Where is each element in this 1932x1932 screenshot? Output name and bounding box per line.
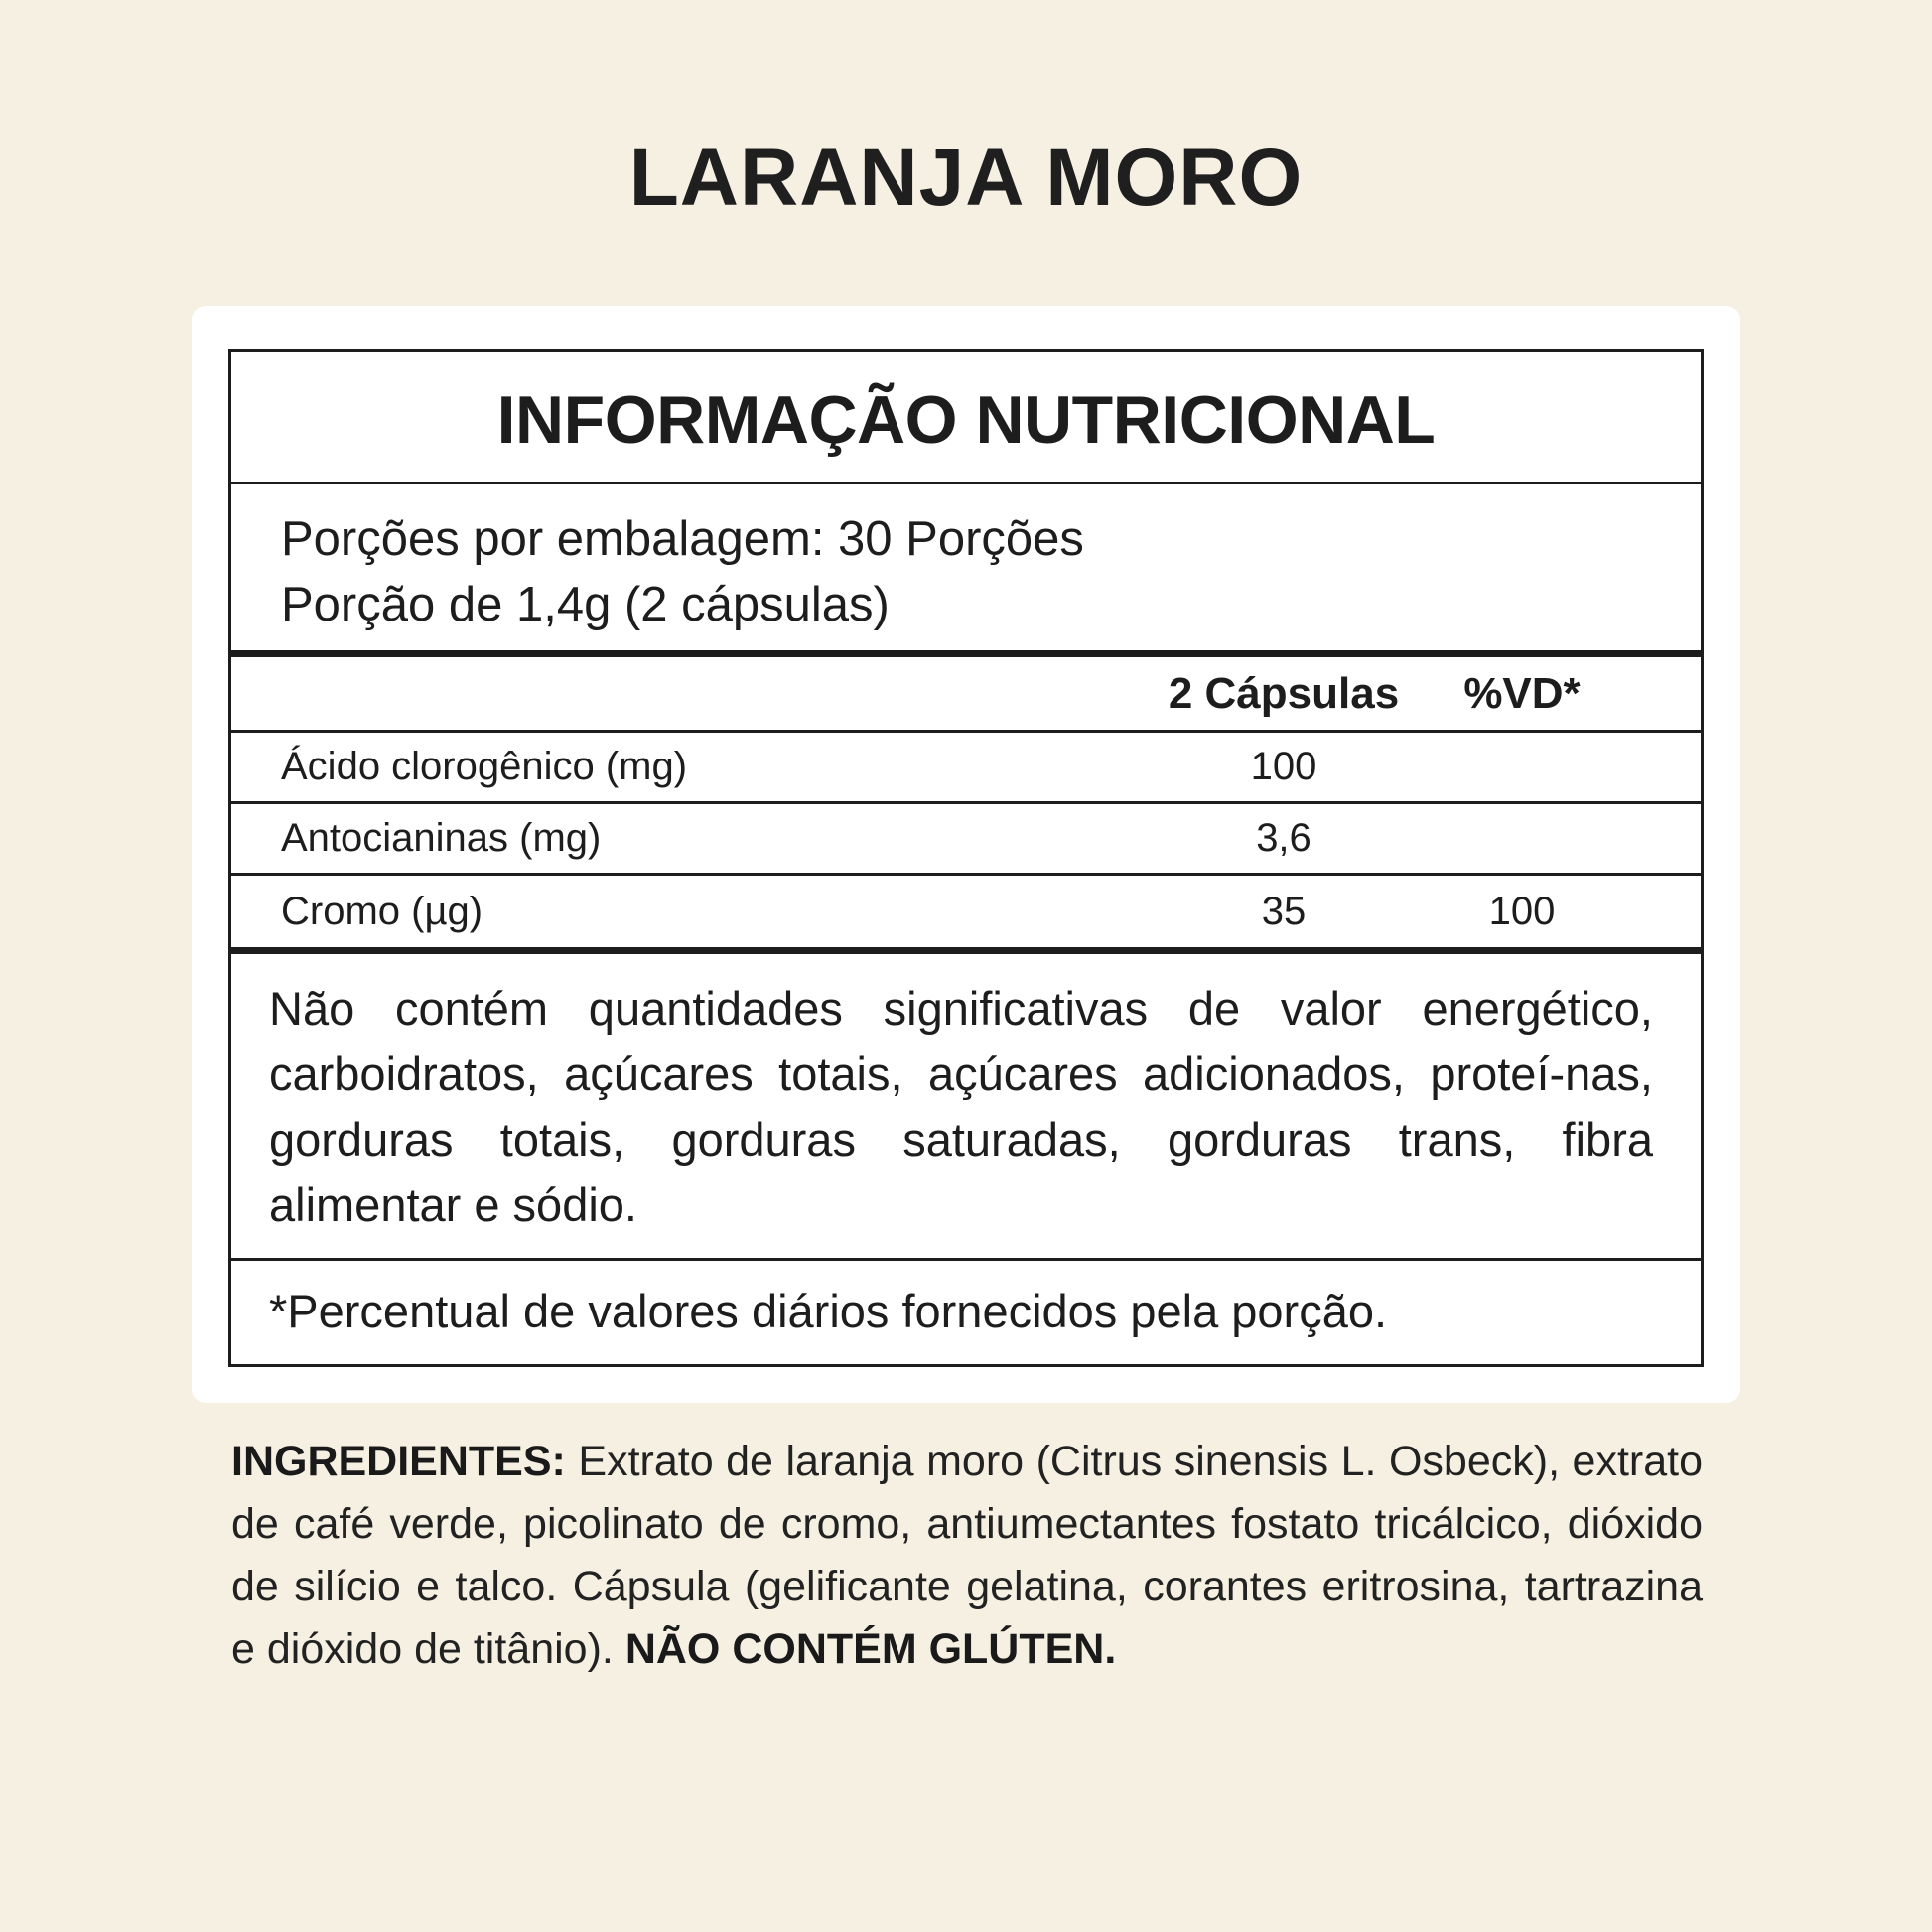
nutrient-name: Ácido clorogênico (mg): [281, 745, 688, 788]
serving-info: [231, 484, 1701, 657]
ingredients-text: Extrato de laranja moro (Citrus sinensis L. Osbeck), extrato de café verde, picolinato de cromo, antiumectantes fostato tricálcico, dióxido de silício e talco. Cápsula (gelificante gelatina, corantes eritrosina, tartrazina e dióxido de titânio).: [231, 1438, 1703, 1673]
nutrition-card: [192, 306, 1740, 1403]
servings-per-package: Porções por embalagem: 30 Porções: [281, 512, 1084, 566]
nutrient-dv: [1433, 804, 1611, 873]
serving-size: Porção de 1,4g (2 cápsulas): [281, 578, 890, 631]
table-row: [231, 876, 1701, 954]
product-title: LARANJA MORO: [628, 132, 1304, 222]
nutrient-name: Cromo (µg): [281, 889, 483, 933]
column-header-dv: %VD*: [1463, 668, 1581, 718]
table-row: [231, 733, 1701, 804]
nutrition-table-title: INFORMAÇÃO NUTRICIONAL: [231, 352, 1701, 484]
table-header-row: [231, 657, 1701, 733]
insignificant-nutrients-note: Não contém quantidades significativas de valor energético, carboidratos, açúcares totais, açúcares adicionados, proteí-nas, gorduras totais, gorduras saturadas, gorduras trans, fibra alimentar e sódio.: [231, 954, 1701, 1261]
daily-value-footnote: *Percentual de valores diários fornecidos pela porção.: [269, 1285, 1388, 1337]
nutrition-table: [228, 349, 1704, 1367]
table-row: [231, 804, 1701, 876]
nutrient-quantity: 3,6: [1256, 816, 1311, 860]
gluten-notice: NÃO CONTÉM GLÚTEN.: [624, 1625, 1117, 1673]
ingredients-paragraph: [231, 1431, 1703, 1681]
nutrient-name: Antocianinas (mg): [281, 816, 602, 860]
column-header-quantity: 2 Cápsulas: [1168, 668, 1400, 718]
nutrient-quantity: 100: [1250, 745, 1317, 788]
ingredients-label: INGREDIENTES:: [231, 1438, 566, 1485]
nutrient-dv: [1433, 733, 1611, 801]
nutrient-dv: 100: [1488, 889, 1556, 933]
nutrient-quantity: 35: [1261, 889, 1307, 933]
